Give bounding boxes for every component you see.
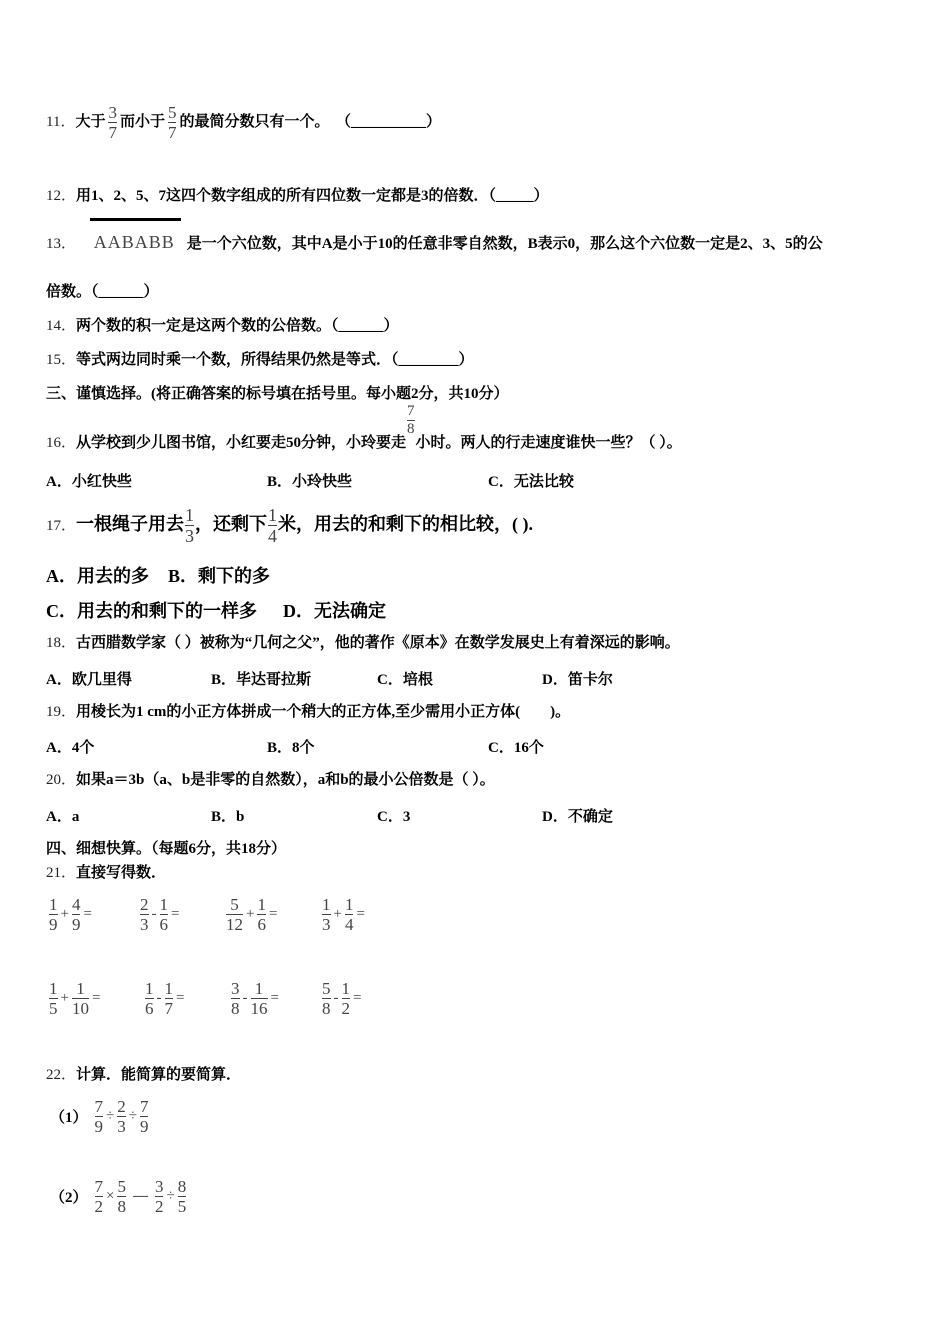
option-d[interactable]: D．无法确定 — [283, 601, 386, 621]
expression-3: $\frac{5}{12}$ + $\frac{1}{6}$ = — [226, 895, 278, 934]
question-text: ，还剩下 — [195, 514, 268, 534]
question-16 — [46, 404, 682, 470]
answer-blank[interactable]: （__________） — [343, 113, 442, 130]
question-text: 计算．能简算的要简算． — [76, 1067, 242, 1083]
calculation-1: （1） $\frac{7}{9}$ ÷ $\frac{2}{3}$ ÷ $\frac{7}{9}$ — [50, 1097, 149, 1136]
option-b[interactable]: B．毕达哥拉斯 — [211, 672, 312, 688]
expression-6: $\frac{1}{6}$ - $\frac{1}{7}$ = — [145, 979, 185, 1018]
question-text: 直接写得数． — [76, 865, 167, 881]
expression-2: $\frac{2}{3}$ - $\frac{1}{6}$ = — [140, 895, 180, 934]
question-13 — [46, 232, 823, 254]
question-13-continuation — [46, 282, 159, 302]
question-text: 用1、2、5、7这四个数字组成的所有四位数一定都是3的倍数．（_____） — [76, 188, 549, 204]
question-number: 12． — [46, 188, 77, 204]
option-a[interactable]: A．用去的多 — [46, 566, 149, 586]
expression-8: $\frac{5}{8}$ - $\frac{1}{2}$ = — [322, 979, 362, 1018]
question-text: 如果a＝3b（a、b是非零的自然数），a和b的最小公倍数是（ ）。 — [76, 772, 495, 788]
expression-1: $\frac{1}{9}$ + $\frac{4}{9}$ = — [49, 895, 92, 934]
option-a[interactable]: A．a — [46, 809, 80, 825]
question-17 — [46, 500, 533, 550]
question-12 — [46, 186, 549, 206]
question-number: 11． — [46, 113, 76, 130]
question-text: 两个数的积一定是这两个数的公倍数。（______） — [76, 318, 399, 334]
option-b[interactable]: B．小玲快些 — [267, 474, 353, 490]
expression-7: $\frac{3}{8}$ - $\frac{1}{16}$ = — [231, 979, 279, 1018]
question-text: 倍数。（______） — [46, 284, 159, 300]
question-text: 从学校到少儿图书馆，小红要走50分钟，小玲要走 — [76, 435, 407, 451]
question-number: 14． — [46, 318, 77, 334]
question-number: 16． — [46, 435, 77, 451]
question-text: 等式两边同时乘一个数，所得结果仍然是等式．（________） — [76, 352, 474, 368]
fraction: $\frac{3}{7}$ — [108, 103, 117, 142]
question-number: 20． — [46, 772, 77, 788]
option-c[interactable]: C．无法比较 — [488, 474, 574, 490]
question-text: 是一个六位数，其中A是小于10的任意非零自然数，B表示0，那么这个六位数一定是2、3、5的公 — [186, 236, 823, 252]
option-c[interactable]: C．3 — [377, 809, 411, 825]
question-number: 22． — [46, 1067, 77, 1083]
question-number: 21． — [46, 865, 77, 881]
fraction: $\frac{1}{3}$ — [185, 505, 195, 547]
option-b[interactable]: B．剩下的多 — [168, 566, 271, 586]
question-text: 用棱长为1 cm的小正方体拼成一个稍大的正方体,至少需用小正方体( )。 — [76, 704, 571, 720]
question-text: 小时。两人的行走速度谁快一些？（ ）。 — [415, 435, 682, 451]
question-15 — [46, 350, 474, 370]
question-number: 13． — [46, 236, 77, 252]
question-number: 17． — [46, 518, 77, 534]
question-number: 15． — [46, 352, 77, 368]
option-b[interactable]: B．8个 — [267, 740, 315, 756]
option-a[interactable]: A．小红快些 — [46, 474, 132, 490]
fraction: $\frac{5}{7}$ — [167, 103, 177, 142]
question-text: 的最简分数只有一个。 — [179, 113, 330, 130]
option-d[interactable]: D．不确定 — [542, 809, 613, 825]
fraction: $\frac{1}{4}$ — [268, 505, 278, 547]
option-c[interactable]: C．培根 — [377, 672, 433, 688]
question-14 — [46, 316, 399, 336]
option-d[interactable]: D．笛卡尔 — [542, 672, 613, 688]
question-number: 18． — [46, 635, 77, 651]
question-19 — [46, 702, 570, 722]
expression-5: $\frac{1}{5}$ + $\frac{1}{10}$ = — [49, 979, 101, 1018]
option-b[interactable]: B．b — [211, 809, 245, 825]
question-text: 米，用去的和剩下的相比较，( ). — [278, 514, 534, 534]
overlined-number: AABABB — [94, 232, 175, 252]
question-18 — [46, 633, 680, 653]
fraction: $\frac{7}{8}$ — [407, 403, 415, 437]
question-11 — [46, 104, 441, 141]
option-a[interactable]: A．欧几里得 — [46, 672, 132, 688]
question-text: 古西腊数学家（ ）被称为“几何之父”，他的著作《原本》在数学发展史上有着深远的影响。 — [76, 635, 680, 651]
question-20 — [46, 770, 495, 790]
option-c[interactable]: C．用去的和剩下的一样多 — [46, 601, 257, 621]
section-heading-3: 三、谨慎选择。(将正确答案的标号填在括号里。每小题2分，共10分） — [46, 386, 509, 402]
question-22 — [46, 1065, 241, 1085]
expression-4: $\frac{1}{3}$ + $\frac{1}{4}$ = — [322, 895, 365, 934]
question-number: 19． — [46, 704, 77, 720]
question-text: 大于 — [75, 113, 106, 130]
option-a[interactable]: A．4个 — [46, 740, 95, 756]
calculation-2: （2） $\frac{7}{2}$ × $\frac{5}{8}$ — $\frac{3}{2}$ ÷ $\frac{8}{5}$ — [50, 1177, 187, 1216]
question-text: 一根绳子用去 — [76, 514, 185, 534]
question-text: 而小于 — [119, 113, 165, 130]
section-heading-4: 四、细想快算。（每题6分，共18分） — [46, 841, 287, 857]
option-c[interactable]: C．16个 — [488, 740, 544, 756]
question-21 — [46, 863, 166, 883]
